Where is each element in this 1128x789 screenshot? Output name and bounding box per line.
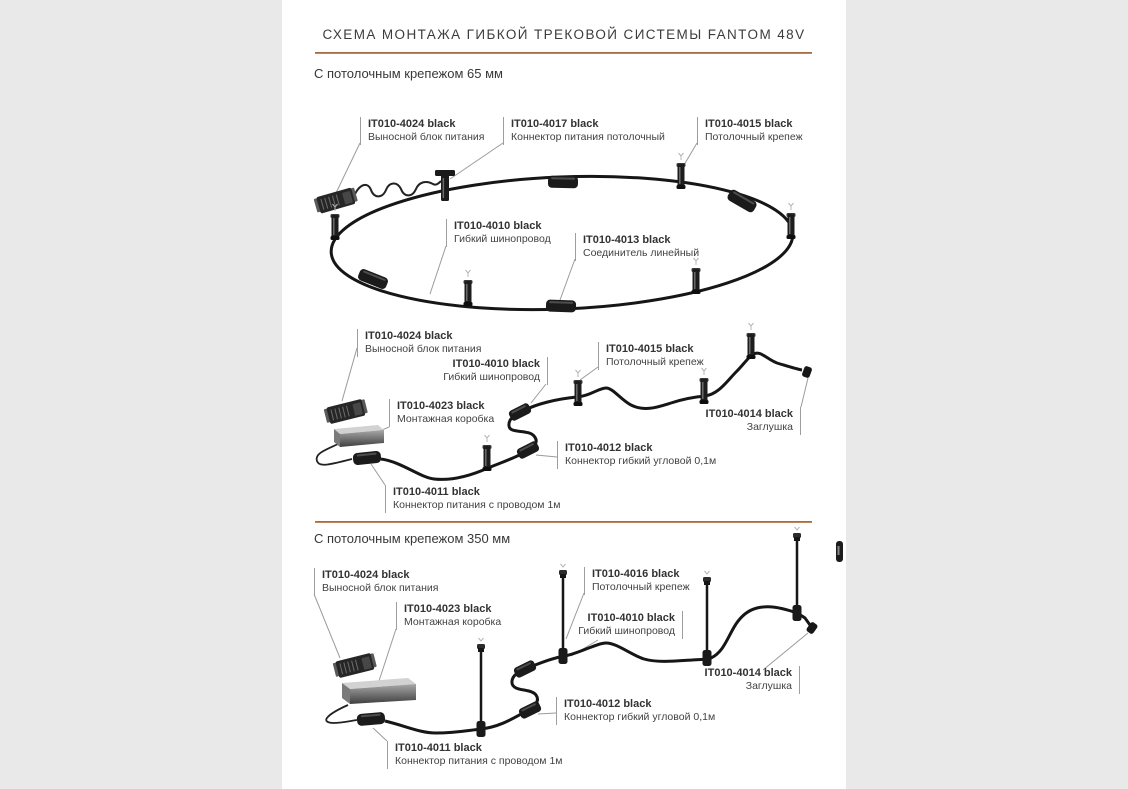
corner-connector-icon [518,700,543,720]
linear-connector-icon [726,188,758,213]
page-title: СХЕМА МОНТАЖА ГИБКОЙ ТРЕКОВОЙ СИСТЕМЫ FANTOM 48V [322,27,806,42]
part-name: Заглушка [745,680,792,692]
power-supply-icon [323,398,368,425]
linear-connector-icon [548,176,578,189]
callout-feed-connector [385,485,561,513]
part-name: Потолочный крепеж [705,131,803,143]
part-name: Потолочный крепеж [606,356,704,368]
callout-ceiling-mount [697,117,803,145]
feed-connector-icon [357,712,386,726]
part-code: IT010-4016 black [592,568,680,580]
part-code: IT010-4011 black [393,486,480,498]
section-heading-350mm: С потолочным крепежом 350 мм [314,531,511,546]
part-name: Гибкий шинопровод [454,233,551,245]
rod-mount-top-icon [559,564,567,578]
rod-mount-top-icon [793,527,801,541]
callout-mounting-box [389,399,494,427]
feed-connector-icon [352,451,381,466]
mounting-box-icon [334,425,384,447]
rod-track-clamp-icon [477,721,486,737]
callout-ceiling-mount [598,342,704,370]
part-code: IT010-4023 black [397,400,485,412]
part-code: IT010-4014 black [704,667,792,679]
callout-ceiling-mount [584,567,690,595]
rod-track-clamp-icon [559,648,568,664]
part-code: IT010-4024 black [365,330,453,342]
callout-feed-connector [387,741,563,769]
callout-end-cap [706,407,801,435]
end-cap-icon [801,365,812,378]
part-code: IT010-4012 black [564,698,652,710]
callout-end-cap [705,666,800,694]
part-code: IT010-4017 black [511,118,599,130]
diagram-ring-65mm [313,143,795,318]
part-code: IT010-4010 black [452,358,540,370]
callout-corner-connector [557,441,716,469]
part-code: IT010-4023 black [404,603,492,615]
track-fragment [836,541,843,562]
part-name: Потолочный крепеж [592,581,690,593]
callout-flex-track [443,357,548,385]
part-name: Гибкий шинопровод [578,625,675,637]
ceiling-mount-icon [692,258,701,294]
part-name: Заглушка [746,421,793,433]
rod-mount-top-icon [477,638,485,652]
ceiling-mount-icon [574,370,583,406]
callout-ceiling-power-connector [503,117,665,145]
part-name: Монтажная коробка [397,413,495,425]
rod-mount-top-icon [703,571,711,585]
ceiling-mount-icon [677,153,686,189]
callout-flex-track [446,219,551,247]
part-code: IT010-4024 black [368,118,456,130]
part-name: Выносной блок питания [368,131,485,143]
callout-flex-track [578,611,683,639]
part-code: IT010-4011 black [395,742,482,754]
callout-corner-connector [556,697,715,725]
rod-track-clamp-icon [793,605,802,621]
mounting-box-icon [342,678,416,704]
callout-power-supply [314,568,438,596]
callout-linear-connector [575,233,699,261]
part-code: IT010-4015 black [705,118,793,130]
ceiling-mount-icon [700,368,709,404]
ceiling-mount-icon [787,203,796,239]
section-divider [315,521,812,523]
linear-connector-icon [546,299,576,312]
rod-track-clamp-icon [703,650,712,666]
callout-power-supply [357,329,481,357]
part-code: IT010-4014 black [705,408,793,420]
part-code: IT010-4012 black [565,442,653,454]
part-code: IT010-4010 black [587,612,675,624]
part-code: IT010-4015 black [606,343,694,355]
part-name: Выносной блок питания [365,343,482,355]
part-name: Гибкий шинопровод [443,371,540,383]
power-wire [326,705,357,723]
section-heading-65mm: С потолочным крепежом 65 мм [314,66,503,81]
part-name: Коннектор питания с проводом 1м [395,755,563,767]
ceiling-mount-icon [464,270,473,306]
part-name: Выносной блок питания [322,582,439,594]
power-supply-icon [313,187,358,215]
part-name: Соединитель линейный [583,247,700,259]
ceiling-power-connector-icon [435,170,455,201]
part-code: IT010-4010 black [454,220,542,232]
corner-connector-icon [508,402,533,422]
part-name: Коннектор питания с проводом 1м [393,499,561,511]
callout-mounting-box [396,602,501,630]
corner-connector-icon [513,659,538,679]
callout-power-supply [360,117,484,145]
part-code: IT010-4013 black [583,234,671,246]
section-divider [315,52,812,54]
ceiling-mount-icon [483,435,492,471]
part-name: Коннектор питания потолочный [511,131,665,143]
ceiling-mount-icon [747,323,756,359]
part-name: Монтажная коробка [404,616,502,628]
part-name: Коннектор гибкий угловой 0,1м [564,711,716,723]
part-name: Коннектор гибкий угловой 0,1м [565,455,717,467]
part-code: IT010-4024 black [322,569,410,581]
corner-connector-icon [516,440,541,460]
